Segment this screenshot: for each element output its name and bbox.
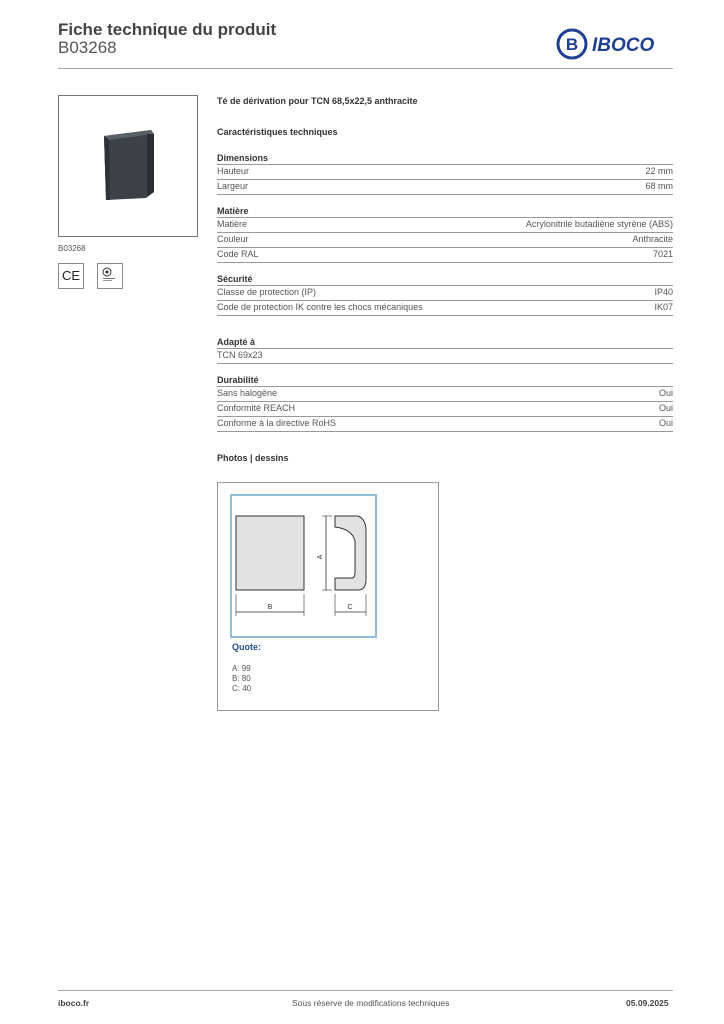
product-image (59, 96, 197, 236)
quote-c: C: 40 (232, 684, 252, 693)
product-title: Té de dérivation pour TCN 68,5x22,5 anthracite (217, 96, 418, 106)
logo-letter: B (565, 35, 579, 54)
logo-text: IBOCO (592, 35, 655, 56)
section-dimensions (217, 152, 673, 195)
certification-icon (97, 263, 123, 289)
ce-mark-icon: CE (58, 263, 84, 289)
spec-row: Code RAL 7021 (217, 247, 673, 263)
product-photo (58, 95, 198, 237)
dimension-c-label: C (347, 604, 353, 611)
section-matiere (217, 205, 673, 263)
spec-row: Conforme à la directive RoHS Oui (217, 416, 673, 432)
quote-a: A: 99 (232, 664, 251, 673)
section-heading: Adapté à (217, 337, 256, 347)
spec-row: TCN 69x23 (217, 348, 673, 364)
section-adapte (217, 336, 673, 364)
footer-date: 05.09.2025 (626, 998, 669, 1008)
photo-caption: B03268 (58, 244, 86, 253)
characteristics-heading: Caractéristiques techniques (217, 127, 338, 137)
footer-site: iboco.fr (58, 998, 90, 1008)
spec-row: Matière Acrylonitrile butadiène styrène (ABS) (217, 217, 673, 232)
spec-row: Classe de protection (IP) IP40 (217, 285, 673, 300)
spec-row: Code de protection IK contre les chocs mécaniques IK07 (217, 300, 673, 316)
dimension-drawing (218, 483, 438, 710)
header-divider (58, 68, 673, 69)
spec-row: Couleur Anthracite (217, 232, 673, 247)
quote-label: Quote: (232, 642, 261, 652)
footer-divider (58, 990, 673, 991)
spec-row: Sans halogène Oui (217, 386, 673, 401)
spec-row: Conformité REACH Oui (217, 401, 673, 416)
iboco-logo (556, 27, 674, 61)
section-heading: Sécurité (217, 274, 253, 284)
product-reference: B03268 (58, 38, 117, 57)
section-heading: Dimensions (217, 153, 269, 163)
section-securite (217, 273, 673, 316)
footer-note: Sous réserve de modifications techniques (292, 998, 450, 1008)
page-title: Fiche technique du produit (58, 20, 277, 39)
dimension-a-label: A (317, 554, 324, 560)
drawings-heading: Photos | dessins (217, 453, 289, 463)
spec-row: Largeur 68 mm (217, 179, 673, 195)
technical-drawing (217, 482, 439, 711)
spec-content (217, 95, 673, 464)
section-heading: Durabilité (217, 375, 259, 385)
dimension-b-label: B (267, 604, 273, 611)
section-durabilite (217, 374, 673, 432)
quote-b: B: 80 (232, 674, 251, 683)
spec-row: Hauteur 22 mm (217, 164, 673, 179)
section-heading: Matière (217, 206, 249, 216)
